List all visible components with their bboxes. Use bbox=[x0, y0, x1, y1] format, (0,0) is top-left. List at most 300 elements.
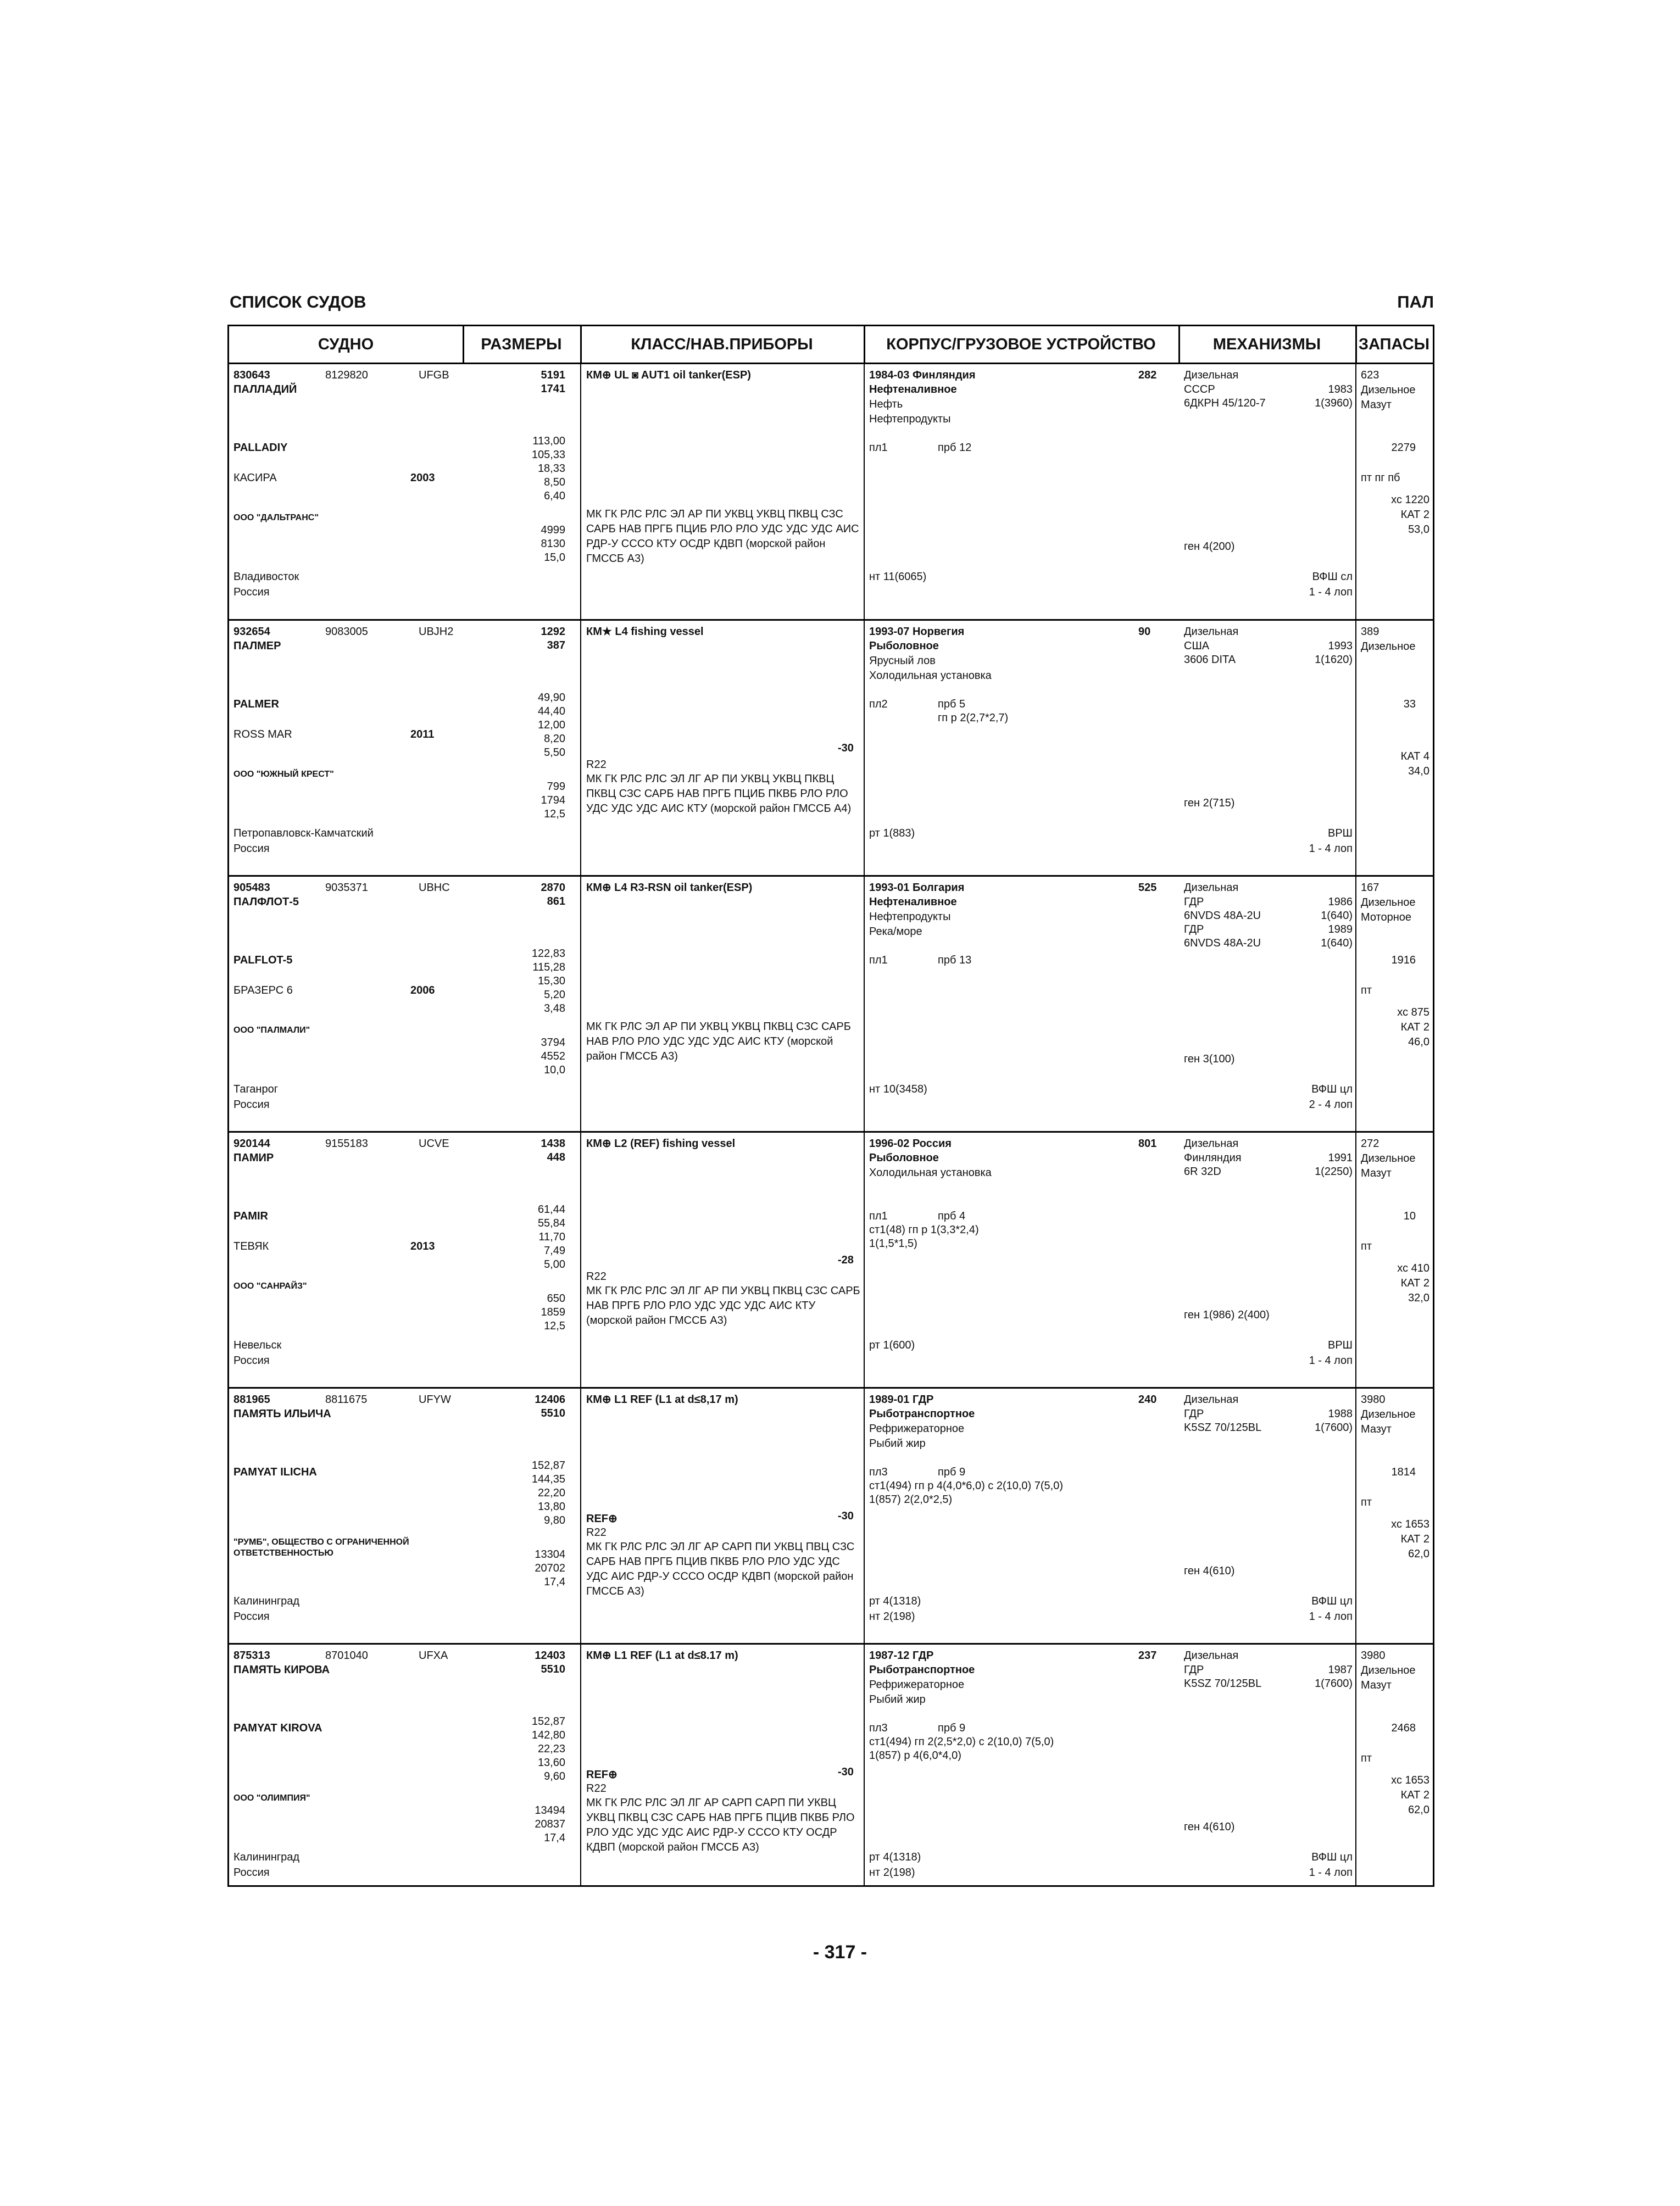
nav-equipment: МК ГК РЛС РЛС ЭЛ АР ПИ УКВЦ УКВЦ ПКВЦ СЗС САРБ НАВ ПРГБ ПЦИБ РЛО РЛО УДС УДС УДС АИС РДР-У СССО КТУ ОСДР КДВП (морской район ГМССБ А3) bbox=[586, 508, 859, 565]
ship-name: ПАМЯТЬ КИРОВА bbox=[233, 1664, 330, 1676]
fuel-store: Мазут bbox=[1361, 1423, 1392, 1435]
dimension-value: 18,33 bbox=[537, 463, 565, 475]
hull-tanks: нт 11(6065) bbox=[869, 571, 927, 583]
hull-tanks: нт 10(3458) bbox=[869, 1083, 927, 1095]
hull-type: Холодильная установка bbox=[869, 670, 992, 682]
tonnage-value: 2870 bbox=[541, 882, 565, 894]
fuel-store: Мазут bbox=[1361, 1679, 1392, 1691]
capacity-value: 13304 bbox=[535, 1548, 565, 1561]
class-ref: REF⊕ bbox=[586, 1769, 618, 1781]
hull-type: Рефрижераторное bbox=[869, 1423, 965, 1435]
store-capacity: 10 bbox=[1403, 1210, 1416, 1222]
home-port: Таганрог bbox=[233, 1083, 279, 1095]
record-id: 875313 bbox=[233, 1650, 270, 1662]
imo-number: 8701040 bbox=[325, 1650, 368, 1662]
store-gear: пт bbox=[1361, 1496, 1372, 1508]
owner-name: ООО "ДАЛЬТРАНС" bbox=[233, 513, 319, 522]
engine-year: 1993 bbox=[1328, 640, 1353, 652]
dimension-value: 11,70 bbox=[538, 1231, 565, 1243]
capacity-value: 3794 bbox=[541, 1037, 565, 1049]
ice-temp: -30 bbox=[838, 1766, 854, 1778]
engine-maker: ГДР bbox=[1184, 923, 1204, 935]
ship-record bbox=[229, 364, 1433, 620]
capacity-value: 12,5 bbox=[544, 1320, 565, 1332]
class-notation: КМ⊕ UL ◙ AUT1 oil tanker(ESP) bbox=[586, 369, 751, 381]
engine-type: Дизельная bbox=[1184, 1394, 1239, 1406]
tonnage-value: 1292 bbox=[541, 626, 565, 638]
crew-store: хс 1220 bbox=[1391, 494, 1429, 506]
capacity-value: 17,4 bbox=[544, 1832, 565, 1844]
class-r-code: R22 bbox=[586, 1271, 607, 1283]
cargo-gear: гп р 2(2,7*2,7) bbox=[938, 712, 1009, 724]
hull-type: Рыболовное bbox=[869, 640, 939, 652]
call-sign: UBJH2 bbox=[419, 626, 454, 638]
tonnage-value: 448 bbox=[547, 1151, 565, 1163]
fuel-store: Дизельное bbox=[1361, 1152, 1416, 1165]
store-capacity: 1916 bbox=[1391, 954, 1416, 966]
fuel-store: Моторное bbox=[1361, 911, 1412, 923]
engine-year: 1987 bbox=[1328, 1664, 1353, 1676]
ship-name: ПАЛМЕР bbox=[233, 640, 281, 652]
class-r-code: R22 bbox=[586, 759, 607, 771]
cargo-gear: 1(857) 2(2,0*2,5) bbox=[869, 1494, 953, 1506]
fuel-store: Мазут bbox=[1361, 1167, 1392, 1179]
owner-name: ООО "ОЛИМПИЯ" bbox=[233, 1793, 310, 1803]
hull-type: Река/море bbox=[869, 926, 922, 938]
dimension-value: 5,20 bbox=[544, 989, 565, 1001]
crew-store: 62,0 bbox=[1408, 1804, 1429, 1816]
dimension-value: 105,33 bbox=[531, 449, 565, 461]
crew-store: КАТ 2 bbox=[1400, 1021, 1429, 1033]
hatch-count: пл3 bbox=[869, 1722, 888, 1734]
flag-country: Россия bbox=[233, 586, 270, 598]
capacity-value: 20702 bbox=[535, 1562, 565, 1574]
crew-store: хс 1653 bbox=[1391, 1518, 1429, 1530]
dimension-value: 55,84 bbox=[537, 1217, 565, 1229]
record-id: 830643 bbox=[233, 369, 270, 381]
nav-equipment: МК ГК РЛС РЛС ЭЛ ЛГ АР САРП САРП ПИ УКВЦ УКВЦ ПКВЦ СЗС САРБ НАВ ПРГБ ПЦИВ ПКВБ РЛО РЛО УДС УДС УДС АИС РДР-У СССО КТУ ОСДР КДВП (морской район ГМССБ А3) bbox=[586, 1797, 855, 1853]
hull-type: Нефтеналивное bbox=[869, 896, 957, 908]
hatch-detail: прб 13 bbox=[938, 954, 972, 966]
call-sign: UCVE bbox=[419, 1138, 449, 1150]
fuel-store: 167 bbox=[1361, 882, 1379, 894]
crew-store: хс 875 bbox=[1397, 1006, 1429, 1018]
engine-type: Дизельная bbox=[1184, 882, 1239, 894]
dimension-value: 12,00 bbox=[537, 719, 565, 731]
ship-record bbox=[229, 1131, 1433, 1387]
class-notation: КМ⊕ L4 R3-RSN oil tanker(ESP) bbox=[586, 882, 753, 894]
ice-temp: -30 bbox=[838, 1510, 854, 1522]
owner-name: ООО "САНРАЙЗ" bbox=[233, 1282, 307, 1291]
engine-maker: 6R 32D bbox=[1184, 1166, 1221, 1178]
hatch-count: пл1 bbox=[869, 442, 888, 454]
col-header-dimensions: РАЗМЕРЫ bbox=[463, 326, 580, 364]
class-ref: REF⊕ bbox=[586, 1513, 618, 1525]
owner-name: "РУМБ", ОБЩЕСТВО С ОГРАНИЧЕННОЙ ОТВЕТСТВЕННОСТЬЮ bbox=[233, 1537, 409, 1558]
col-divider bbox=[1178, 326, 1180, 363]
store-gear: пт bbox=[1361, 1240, 1372, 1252]
crew-store: хс 1653 bbox=[1391, 1774, 1429, 1786]
home-port: Владивосток bbox=[233, 571, 299, 583]
cargo-gear: ст1(48) гп р 1(3,3*2,4) bbox=[869, 1224, 979, 1236]
build-year: 2003 bbox=[410, 472, 435, 484]
hull-build: 1987-12 ГДР bbox=[869, 1650, 934, 1662]
hull-build: 1996-02 Россия bbox=[869, 1138, 952, 1150]
engine-year: 1(640) bbox=[1321, 937, 1353, 949]
ship-table bbox=[227, 325, 1434, 1887]
store-capacity: 2468 bbox=[1391, 1722, 1416, 1734]
engine-maker: 6NVDS 48A-2U bbox=[1184, 937, 1261, 949]
ship-records bbox=[229, 364, 1433, 1887]
capacity-value: 650 bbox=[547, 1293, 565, 1305]
col-header-machinery: МЕХАНИЗМЫ bbox=[1178, 326, 1355, 364]
hull-type: Рыбий жир bbox=[869, 1694, 926, 1706]
capacity-value: 17,4 bbox=[544, 1576, 565, 1588]
call-sign: UFYW bbox=[419, 1394, 451, 1406]
capacity-value: 4999 bbox=[541, 524, 565, 536]
dimension-value: 152,87 bbox=[531, 1459, 565, 1472]
home-port: Калининград bbox=[233, 1595, 300, 1607]
propeller-blades: 1 - 4 лоп bbox=[1309, 1611, 1353, 1623]
dimension-value: 22,23 bbox=[537, 1743, 565, 1755]
dimension-value: 8,50 bbox=[544, 476, 565, 488]
col-divider bbox=[1355, 326, 1357, 363]
engine-maker: ГДР bbox=[1184, 1664, 1204, 1676]
flag-country: Россия bbox=[233, 1099, 270, 1111]
flag-country: Россия bbox=[233, 1355, 270, 1367]
crew-store: КАТ 2 bbox=[1400, 509, 1429, 521]
hatch-count: пл3 bbox=[869, 1466, 888, 1478]
dimension-value: 22,20 bbox=[537, 1487, 565, 1499]
propeller-blades: 2 - 4 лоп bbox=[1309, 1099, 1353, 1111]
dimension-value: 13,80 bbox=[537, 1501, 565, 1513]
col-header-stores: ЗАПАСЫ bbox=[1355, 326, 1433, 364]
ship-name-latin: PAMYAT KIROVA bbox=[233, 1722, 322, 1734]
engine-year: 1(2250) bbox=[1315, 1166, 1353, 1178]
fuel-store: 272 bbox=[1361, 1138, 1379, 1150]
dimension-value: 61,44 bbox=[537, 1204, 565, 1216]
crew-store: 34,0 bbox=[1408, 765, 1429, 777]
dimension-value: 144,35 bbox=[531, 1473, 565, 1485]
engine-maker: K5SZ 70/125BL bbox=[1184, 1678, 1262, 1690]
hull-tanks: нт 2(198) bbox=[869, 1867, 915, 1879]
tonnage-value: 861 bbox=[547, 895, 565, 907]
engine-maker: Финляндия bbox=[1184, 1152, 1242, 1164]
generators: ген 4(610) bbox=[1184, 1821, 1235, 1833]
engine-maker: СССР bbox=[1184, 383, 1215, 395]
ship-name-latin: PAMYAT ILICHA bbox=[233, 1466, 317, 1478]
propeller-blades: 1 - 4 лоп bbox=[1309, 1355, 1353, 1367]
cargo-gear: 1(1,5*1,5) bbox=[869, 1238, 917, 1250]
hull-type: Нефтепродукты bbox=[869, 413, 951, 425]
ship-name: ПАЛЛАДИЙ bbox=[233, 383, 297, 395]
hatch-count: пл2 bbox=[869, 698, 888, 710]
fuel-store: 623 bbox=[1361, 369, 1379, 381]
tonnage-value: 5191 bbox=[541, 369, 565, 381]
capacity-value: 15,0 bbox=[544, 552, 565, 564]
record-id: 920144 bbox=[233, 1138, 270, 1150]
builder-name: КАСИРА bbox=[233, 472, 277, 484]
hull-number: 282 bbox=[1138, 369, 1157, 381]
capacity-value: 20837 bbox=[535, 1818, 565, 1830]
ship-name: ПАЛФЛОТ-5 bbox=[233, 896, 299, 908]
crew-store: КАТ 4 bbox=[1400, 750, 1429, 762]
ship-name-latin: PAMIR bbox=[233, 1210, 268, 1222]
dimension-value: 113,00 bbox=[532, 435, 565, 447]
hull-type: Нефть bbox=[869, 398, 903, 410]
engine-maker: 3606 DITA bbox=[1184, 654, 1236, 666]
dimension-value: 13,60 bbox=[537, 1757, 565, 1769]
dimension-value: 49,90 bbox=[537, 692, 565, 704]
col-divider bbox=[463, 326, 464, 363]
generators: ген 4(200) bbox=[1184, 541, 1235, 553]
propeller-type: ВФШ сл bbox=[1312, 571, 1353, 583]
propeller-type: ВФШ цл bbox=[1311, 1083, 1353, 1095]
hull-type: Рыботранспортное bbox=[869, 1408, 975, 1420]
col-header-vessel: СУДНО bbox=[229, 326, 463, 364]
capacity-value: 799 bbox=[547, 781, 565, 793]
tonnage-value: 1741 bbox=[541, 383, 565, 395]
dimension-value: 115,28 bbox=[532, 961, 565, 973]
engine-maker: 6ДКРН 45/120-7 bbox=[1184, 397, 1266, 409]
propeller-type: ВФШ цл bbox=[1311, 1595, 1353, 1607]
dimension-value: 9,80 bbox=[544, 1514, 565, 1527]
engine-type: Дизельная bbox=[1184, 369, 1239, 381]
hatch-detail: прб 4 bbox=[938, 1210, 966, 1222]
crew-store: КАТ 2 bbox=[1400, 1533, 1429, 1545]
hull-tanks: рт 1(600) bbox=[869, 1339, 915, 1351]
nav-equipment: МК ГК РЛС РЛС ЭЛ ЛГ АР САРП ПИ УКВЦ ПВЦ СЗС САРБ НАВ ПРГБ ПЦИВ ПКВБ РЛО РЛО УДС УДС УДС АИС РДР-У СССО ОСДР КДВП (морской район ГМССБ А3) bbox=[586, 1541, 855, 1597]
imo-number: 8129820 bbox=[325, 369, 368, 381]
hull-type: Рефрижераторное bbox=[869, 1679, 965, 1691]
hull-type: Холодильная установка bbox=[869, 1167, 992, 1179]
crew-store: КАТ 2 bbox=[1400, 1789, 1429, 1801]
nav-equipment: МК ГК РЛС РЛС ЭЛ ЛГ АР ПИ УКВЦ УКВЦ ПКВЦ ПКВЦ СЗС САРБ НАВ ПРГБ ПЦИБ ПКВБ РЛО РЛО УДС УДС УДС АИС КТУ (морской район ГМССБ А4) bbox=[586, 773, 852, 815]
crew-store: 46,0 bbox=[1408, 1036, 1429, 1048]
store-capacity: 33 bbox=[1403, 698, 1416, 710]
engine-year: 1989 bbox=[1328, 923, 1353, 935]
propeller-blades: 1 - 4 лоп bbox=[1309, 586, 1353, 598]
builder-name: БРАЗЕРС 6 bbox=[233, 984, 293, 996]
page-title: СПИСОК СУДОВ bbox=[230, 292, 366, 311]
owner-name: ООО "ПАЛМАЛИ" bbox=[233, 1026, 310, 1035]
owner-name: ООО "ЮЖНЫЙ КРЕСТ" bbox=[233, 770, 334, 779]
class-r-code: R22 bbox=[586, 1782, 607, 1795]
fuel-store: Дизельное bbox=[1361, 640, 1416, 653]
engine-type: Дизельная bbox=[1184, 1650, 1239, 1662]
dimension-value: 9,60 bbox=[544, 1770, 565, 1782]
store-capacity: 2279 bbox=[1391, 442, 1416, 454]
hull-type: Рыболовное bbox=[869, 1152, 939, 1164]
ship-record bbox=[229, 1643, 1433, 1899]
build-year: 2011 bbox=[410, 728, 435, 740]
hull-build: 1989-01 ГДР bbox=[869, 1394, 934, 1406]
hull-number: 90 bbox=[1138, 626, 1151, 638]
propeller-type: ВРШ bbox=[1327, 827, 1353, 839]
class-notation: КМ★ L4 fishing vessel bbox=[586, 626, 704, 638]
fuel-store: 3980 bbox=[1361, 1650, 1386, 1662]
tonnage-value: 12406 bbox=[535, 1394, 565, 1406]
store-gear: пт bbox=[1361, 984, 1372, 996]
fuel-store: Мазут bbox=[1361, 399, 1392, 411]
hull-build: 1993-01 Болгария bbox=[869, 882, 965, 894]
hull-tanks: нт 2(198) bbox=[869, 1611, 915, 1623]
flag-country: Россия bbox=[233, 1611, 270, 1623]
hatch-detail: прб 5 bbox=[938, 698, 966, 710]
imo-number: 8811675 bbox=[325, 1394, 368, 1406]
fuel-store: Дизельное bbox=[1361, 384, 1416, 396]
col-divider bbox=[864, 326, 865, 363]
cargo-gear: ст1(494) гп р 4(4,0*6,0) с 2(10,0) 7(5,0) bbox=[869, 1480, 1064, 1492]
engine-year: 1983 bbox=[1328, 383, 1353, 395]
home-port: Петропавловск-Камчатский bbox=[233, 827, 374, 839]
class-r-code: R22 bbox=[586, 1527, 607, 1539]
engine-year: 1(7600) bbox=[1315, 1678, 1353, 1690]
capacity-value: 1859 bbox=[541, 1306, 565, 1318]
engine-year: 1(3960) bbox=[1315, 397, 1353, 409]
hull-number: 240 bbox=[1138, 1394, 1157, 1406]
build-year: 2006 bbox=[410, 984, 435, 996]
col-divider bbox=[580, 326, 582, 363]
fuel-store: 389 bbox=[1361, 626, 1379, 638]
generators: ген 2(715) bbox=[1184, 797, 1235, 809]
hull-type: Ярусный лов bbox=[869, 655, 936, 667]
engine-maker: ГДР bbox=[1184, 896, 1204, 908]
class-notation: КМ⊕ L2 (REF) fishing vessel bbox=[586, 1138, 736, 1150]
hull-tanks: рт 4(1318) bbox=[869, 1851, 921, 1863]
imo-number: 9083005 bbox=[325, 626, 368, 638]
record-id: 932654 bbox=[233, 626, 270, 638]
nav-equipment: МК ГК РЛС РЛС ЭЛ ЛГ АР ПИ УКВЦ ПКВЦ СЗС САРБ НАВ ПРГБ РЛО РЛО УДС УДС УДС АИС КТУ (морской район ГМССБ А3) bbox=[586, 1285, 860, 1327]
ship-record bbox=[229, 619, 1433, 875]
tonnage-value: 5510 bbox=[541, 1407, 565, 1419]
hull-number: 525 bbox=[1138, 882, 1157, 894]
store-gear: пт bbox=[1361, 1752, 1372, 1764]
nav-equipment: МК ГК РЛС ЭЛ АР ПИ УКВЦ УКВЦ ПКВЦ СЗС САРБ НАВ РЛО РЛО УДС УДС УДС АИС КТУ (морской район ГМССБ А3) bbox=[586, 1021, 851, 1062]
ship-name: ПАМЯТЬ ИЛЬИЧА bbox=[233, 1408, 331, 1420]
generators: ген 4(610) bbox=[1184, 1565, 1235, 1577]
engine-year: 1986 bbox=[1328, 896, 1353, 908]
home-port: Невельск bbox=[233, 1339, 282, 1351]
crew-store: 53,0 bbox=[1408, 523, 1429, 536]
engine-type: Дизельная bbox=[1184, 626, 1239, 638]
tonnage-value: 387 bbox=[547, 639, 565, 651]
imo-number: 9155183 bbox=[325, 1138, 368, 1150]
engine-maker: 6NVDS 48A-2U bbox=[1184, 910, 1261, 922]
dimension-value: 8,20 bbox=[544, 733, 565, 745]
store-gear: пт пг пб bbox=[1361, 472, 1400, 484]
ship-name-latin: PALFLOT-5 bbox=[233, 954, 293, 966]
tonnage-value: 12403 bbox=[535, 1650, 565, 1662]
generators: ген 1(986) 2(400) bbox=[1184, 1309, 1270, 1321]
ship-name-latin: PALMER bbox=[233, 698, 279, 710]
call-sign: UBHC bbox=[419, 882, 450, 894]
call-sign: UFXA bbox=[419, 1650, 448, 1662]
capacity-value: 8130 bbox=[541, 538, 565, 550]
capacity-value: 12,5 bbox=[544, 808, 565, 820]
ice-temp: -30 bbox=[838, 742, 854, 754]
fuel-store: 3980 bbox=[1361, 1394, 1386, 1406]
ice-temp: -28 bbox=[838, 1254, 854, 1266]
hull-number: 801 bbox=[1138, 1138, 1157, 1150]
dimension-value: 122,83 bbox=[531, 948, 565, 960]
crew-store: КАТ 2 bbox=[1400, 1277, 1429, 1289]
home-port: Калининград bbox=[233, 1851, 300, 1863]
dimension-value: 152,87 bbox=[531, 1715, 565, 1728]
build-year: 2013 bbox=[410, 1240, 435, 1252]
hull-type: Рыботранспортное bbox=[869, 1664, 975, 1676]
engine-year: 1988 bbox=[1328, 1408, 1353, 1420]
dimension-value: 7,49 bbox=[544, 1245, 565, 1257]
record-id: 905483 bbox=[233, 882, 270, 894]
engine-maker: K5SZ 70/125BL bbox=[1184, 1422, 1262, 1434]
dimension-value: 3,48 bbox=[544, 1002, 565, 1015]
crew-store: 62,0 bbox=[1408, 1548, 1429, 1560]
hull-build: 1993-07 Норвегия bbox=[869, 626, 965, 638]
hull-build: 1984-03 Финляндия bbox=[869, 369, 976, 381]
engine-year: 1(640) bbox=[1321, 910, 1353, 922]
store-capacity: 1814 bbox=[1391, 1466, 1416, 1478]
engine-maker: ГДР bbox=[1184, 1408, 1204, 1420]
crew-store: 32,0 bbox=[1408, 1292, 1429, 1304]
engine-year: 1(7600) bbox=[1315, 1422, 1353, 1434]
engine-year: 1991 bbox=[1328, 1152, 1353, 1164]
flag-country: Россия bbox=[233, 843, 270, 855]
capacity-value: 13494 bbox=[535, 1804, 565, 1817]
hull-type: Нефтепродукты bbox=[869, 911, 951, 923]
fuel-store: Дизельное bbox=[1361, 1664, 1416, 1676]
cargo-gear: ст1(494) гп 2(2,5*2,0) с 2(10,0) 7(5,0) bbox=[869, 1736, 1054, 1748]
section-code: ПАЛ bbox=[1397, 292, 1434, 311]
page-number: - 317 - bbox=[813, 1942, 867, 1963]
ship-name: ПАМИР bbox=[233, 1152, 274, 1164]
flag-country: Россия bbox=[233, 1867, 270, 1879]
hull-tanks: рт 1(883) bbox=[869, 827, 915, 839]
propeller-type: ВРШ bbox=[1327, 1339, 1353, 1351]
propeller-type: ВФШ цл bbox=[1311, 1851, 1353, 1863]
imo-number: 9035371 bbox=[325, 882, 368, 894]
hull-type: Нефтеналивное bbox=[869, 383, 957, 395]
engine-type: Дизельная bbox=[1184, 1138, 1239, 1150]
engine-year: 1(1620) bbox=[1315, 654, 1353, 666]
tonnage-value: 1438 bbox=[541, 1138, 565, 1150]
tonnage-value: 5510 bbox=[541, 1663, 565, 1675]
hull-number: 237 bbox=[1138, 1650, 1157, 1662]
ship-record bbox=[229, 1387, 1433, 1643]
dimension-value: 15,30 bbox=[537, 975, 565, 987]
dimension-value: 44,40 bbox=[537, 705, 565, 717]
hull-type: Рыбий жир bbox=[869, 1438, 926, 1450]
call-sign: UFGB bbox=[419, 369, 449, 381]
crew-store: хс 410 bbox=[1397, 1262, 1429, 1274]
col-header-hull: КОРПУС/ГРУЗОВОЕ УСТРОЙСТВО bbox=[864, 326, 1178, 364]
hatch-detail: прб 9 bbox=[938, 1466, 966, 1478]
propeller-blades: 1 - 4 лоп bbox=[1309, 843, 1353, 855]
fuel-store: Дизельное bbox=[1361, 1408, 1416, 1420]
hatch-count: пл1 bbox=[869, 954, 888, 966]
dimension-value: 5,00 bbox=[544, 1258, 565, 1271]
capacity-value: 10,0 bbox=[544, 1064, 565, 1076]
hatch-count: пл1 bbox=[869, 1210, 888, 1222]
ship-name-latin: PALLADIY bbox=[233, 442, 288, 454]
generators: ген 3(100) bbox=[1184, 1053, 1235, 1065]
engine-maker: США bbox=[1184, 640, 1210, 652]
hatch-detail: прб 9 bbox=[938, 1722, 966, 1734]
ship-record bbox=[229, 875, 1433, 1131]
fuel-store: Дизельное bbox=[1361, 896, 1416, 909]
hatch-detail: прб 12 bbox=[938, 442, 972, 454]
class-notation: КМ⊕ L1 REF (L1 at d≤8,17 m) bbox=[586, 1394, 738, 1406]
